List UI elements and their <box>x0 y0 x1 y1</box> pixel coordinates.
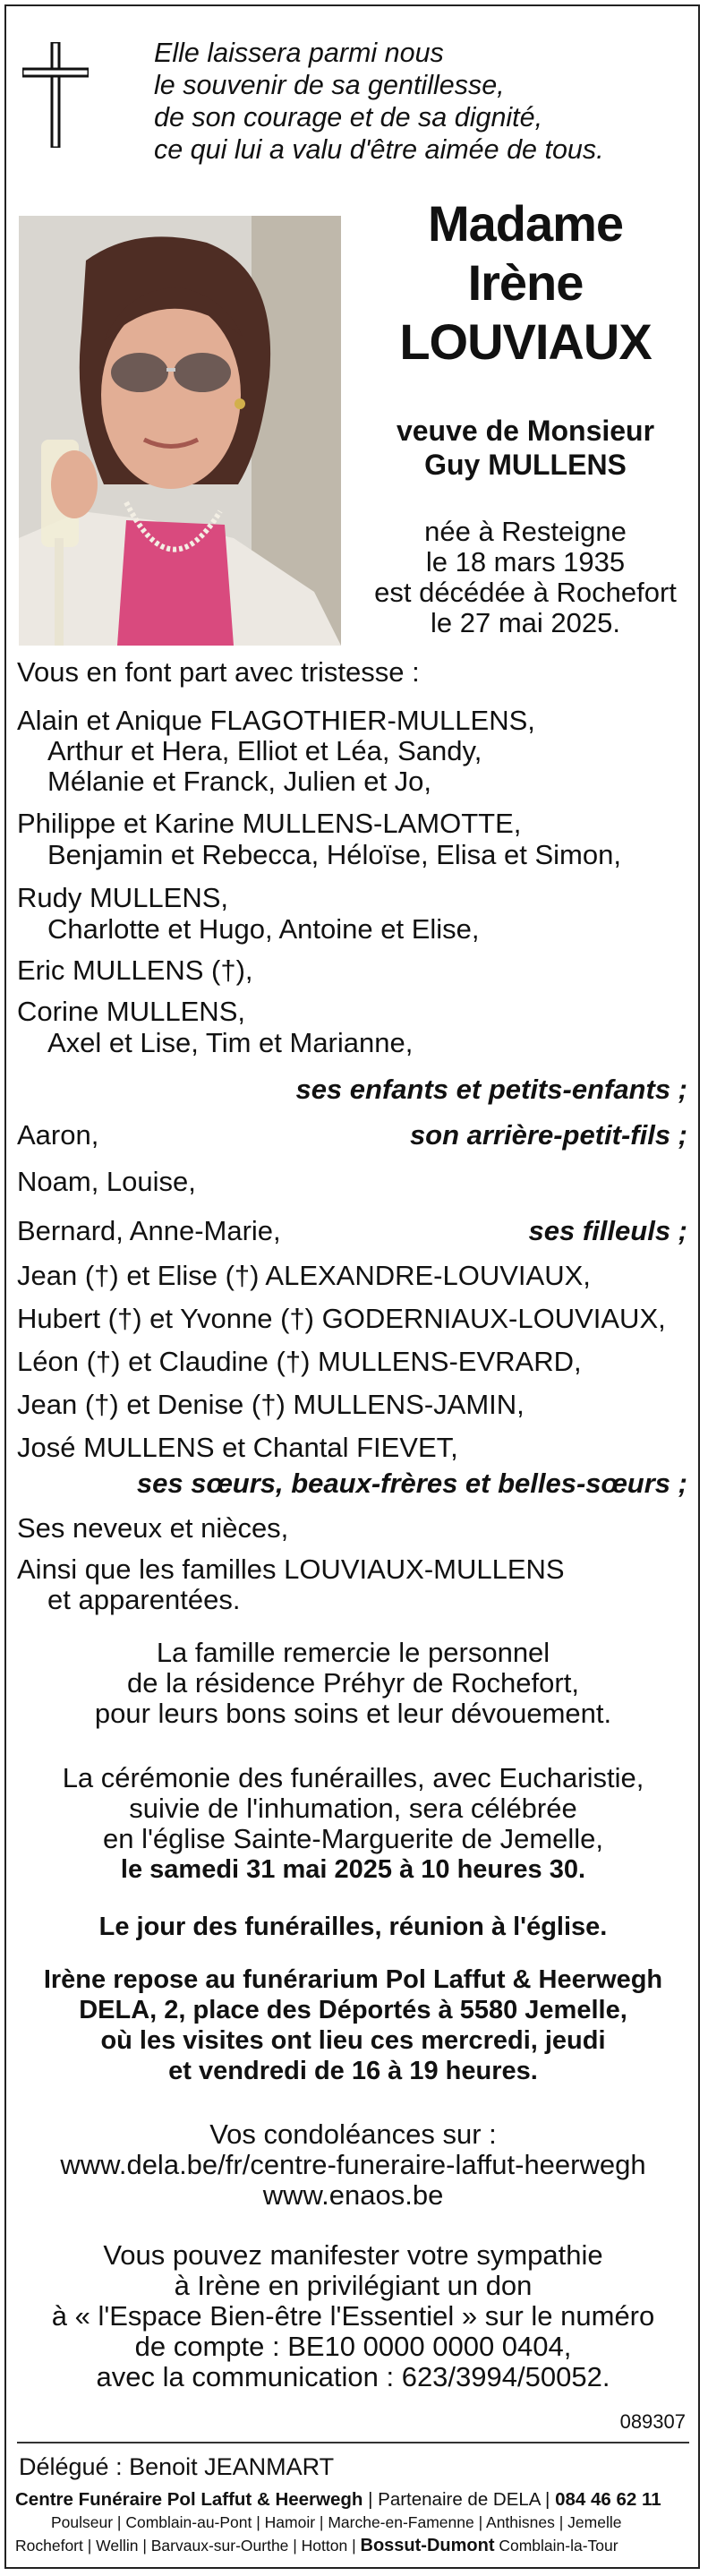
donation-block <box>19 2240 687 2392</box>
family-line: Hubert (†) et Yvonne (†) GODERNIAUX-LOUVIAUX, <box>17 1303 666 1334</box>
divider <box>17 2442 689 2443</box>
thanks-line: La famille remercie le personnel <box>156 1637 550 1668</box>
family-line: José MULLENS et Chantal FIEVET, <box>17 1432 458 1463</box>
family-line: Arthur et Hera, Elliot et Léa, Sandy, <box>47 735 482 766</box>
ceremony-line: en l'église Sainte-Marguerite de Jemelle, <box>102 1823 604 1854</box>
obituary-notice <box>4 4 700 2569</box>
family-line: Ses neveux et nièces, <box>17 1512 289 1544</box>
donation-line: Vous pouvez manifester votre sympathie <box>103 2239 603 2271</box>
family-role: ses enfants et petits-enfants ; <box>295 1074 687 1105</box>
family-line: Benjamin et Rebecca, Héloïse, Elisa et Simon, <box>47 839 621 870</box>
death-date: le 27 mai 2025. <box>431 607 620 638</box>
family-role: son arrière-petit-fils ; <box>409 1119 687 1151</box>
funerarium-block <box>19 1964 687 2086</box>
thanks-block <box>19 1638 687 1729</box>
footer-locations-2 <box>15 2536 618 2556</box>
donation-line: de compte : BE10 0000 0000 0404, <box>134 2331 572 2362</box>
footer-bossut: Bossut-Dumont <box>360 2536 495 2555</box>
thanks-line: pour leurs bons soins et leur dévouement. <box>94 1698 612 1729</box>
poem-line: Elle laissera parmi nous <box>154 38 444 68</box>
footer-center-name: Centre Funéraire Pol Laffut & Heerwegh <box>15 2489 363 2510</box>
footer-locations-text: Rochefort | Wellin | Barvaux-sur-Ourthe | Hotton | <box>15 2537 361 2555</box>
ceremony-block <box>19 1763 687 1885</box>
funerarium-line: DELA, 2, place des Déportés à 5580 Jemelle, <box>79 1996 627 2024</box>
family-line: Rudy MULLENS, <box>17 882 229 913</box>
poem-line: de son courage et de sa dignité, <box>154 102 543 133</box>
birth-death-info <box>355 517 695 638</box>
family-line: Alain et Anique FLAGOTHIER-MULLENS, <box>17 705 535 736</box>
funerarium-line: et vendredi de 16 à 19 heures. <box>168 2057 538 2085</box>
footer-partner: | Partenaire de DELA | <box>363 2489 556 2510</box>
deceased-last-name: LOUVIAUX <box>399 313 652 370</box>
portrait-photo <box>19 216 341 646</box>
family-line: Léon (†) et Claudine (†) MULLENS-EVRARD, <box>17 1346 582 1377</box>
family-line: Noam, Louise, <box>17 1166 196 1197</box>
death-place: est décédée à Rochefort <box>374 577 677 608</box>
reference-number: 089307 <box>619 2410 686 2433</box>
poem-line: ce qui lui a valu d'être aimée de tous. <box>154 134 604 165</box>
thanks-line: de la résidence Préhyr de Rochefort, <box>127 1667 579 1699</box>
family-role: ses filleuls ; <box>528 1215 687 1246</box>
condolences-label: Vos condoléances sur : <box>209 2118 497 2150</box>
donation-line: à Irène en privilégiant un don <box>174 2270 533 2301</box>
family-line: Corine MULLENS, <box>17 996 245 1027</box>
family-line: Philippe et Karine MULLENS-LAMOTTE, <box>17 808 522 839</box>
deceased-title: Madame <box>427 195 624 252</box>
widow-line: veuve de Monsieur <box>396 415 655 447</box>
ceremony-line: La cérémonie des funérailles, avec Eucharistie, <box>62 1762 644 1793</box>
family-line: Ainsi que les familles LOUVIAUX-MULLENS <box>17 1553 565 1585</box>
poem-line: le souvenir de sa gentillesse, <box>154 70 505 100</box>
widow-of <box>355 414 695 482</box>
deceased-first-name: Irène <box>467 254 584 311</box>
delegate: Délégué : Benoit JEANMART <box>19 2453 335 2480</box>
family-line: Mélanie et Franck, Julien et Jo, <box>47 766 432 797</box>
funerarium-line: où les visites ont lieu ces mercredi, jeudi <box>100 2026 606 2055</box>
meeting-info: Le jour des funérailles, réunion à l'église. <box>98 1913 608 1941</box>
ceremony-date: le samedi 31 mai 2025 à 10 heures 30. <box>120 1855 586 1884</box>
family-line: Axel et Lise, Tim et Marianne, <box>47 1027 414 1058</box>
family-role: ses sœurs, beaux-frères et belles-sœurs ; <box>136 1468 687 1499</box>
birth-place: née à Resteigne <box>424 516 627 547</box>
condolences-link[interactable]: www.enaos.be <box>262 2179 444 2211</box>
memorial-poem <box>154 37 682 166</box>
family-line: Jean (†) et Denise (†) MULLENS-JAMIN, <box>17 1389 525 1420</box>
footer-phone: 084 46 62 11 <box>555 2489 661 2510</box>
footer-locations: Poulseur | Comblain-au-Pont | Hamoir | Marche-en-Famenne | Anthisnes | Jemelle <box>51 2513 622 2531</box>
family-line: et apparentées. <box>47 1584 241 1615</box>
family-line: Eric MULLENS (†), <box>17 954 253 986</box>
widow-line: Guy MULLENS <box>424 449 627 481</box>
family-line: Jean (†) et Elise (†) ALEXANDRE-LOUVIAUX, <box>17 1260 591 1291</box>
footer-comblain: Comblain-la-Tour <box>494 2537 618 2555</box>
intro-text: Vous en font part avec tristesse : <box>17 656 420 688</box>
condolences-link[interactable]: www.dela.be/fr/centre-funeraire-laffut-heerwegh <box>60 2149 646 2180</box>
footer-funeral-center <box>15 2489 661 2511</box>
birth-date: le 18 mars 1935 <box>425 546 626 578</box>
family-line: Bernard, Anne-Marie, <box>17 1215 281 1246</box>
deceased-name <box>355 194 695 372</box>
ceremony-line: suivie de l'inhumation, sera célébrée <box>129 1793 577 1824</box>
donation-line: avec la communication : 623/3994/50052. <box>96 2361 610 2392</box>
condolences-block <box>19 2119 687 2211</box>
funerarium-line: Irène repose au funérarium Pol Laffut & Heerwegh <box>43 1965 663 1994</box>
family-line: Aaron, <box>17 1119 99 1151</box>
cross-icon <box>22 42 89 148</box>
donation-line: à « l'Espace Bien-être l'Essentiel » sur le numéro <box>51 2300 655 2332</box>
family-line: Charlotte et Hugo, Antoine et Elise, <box>47 913 480 945</box>
